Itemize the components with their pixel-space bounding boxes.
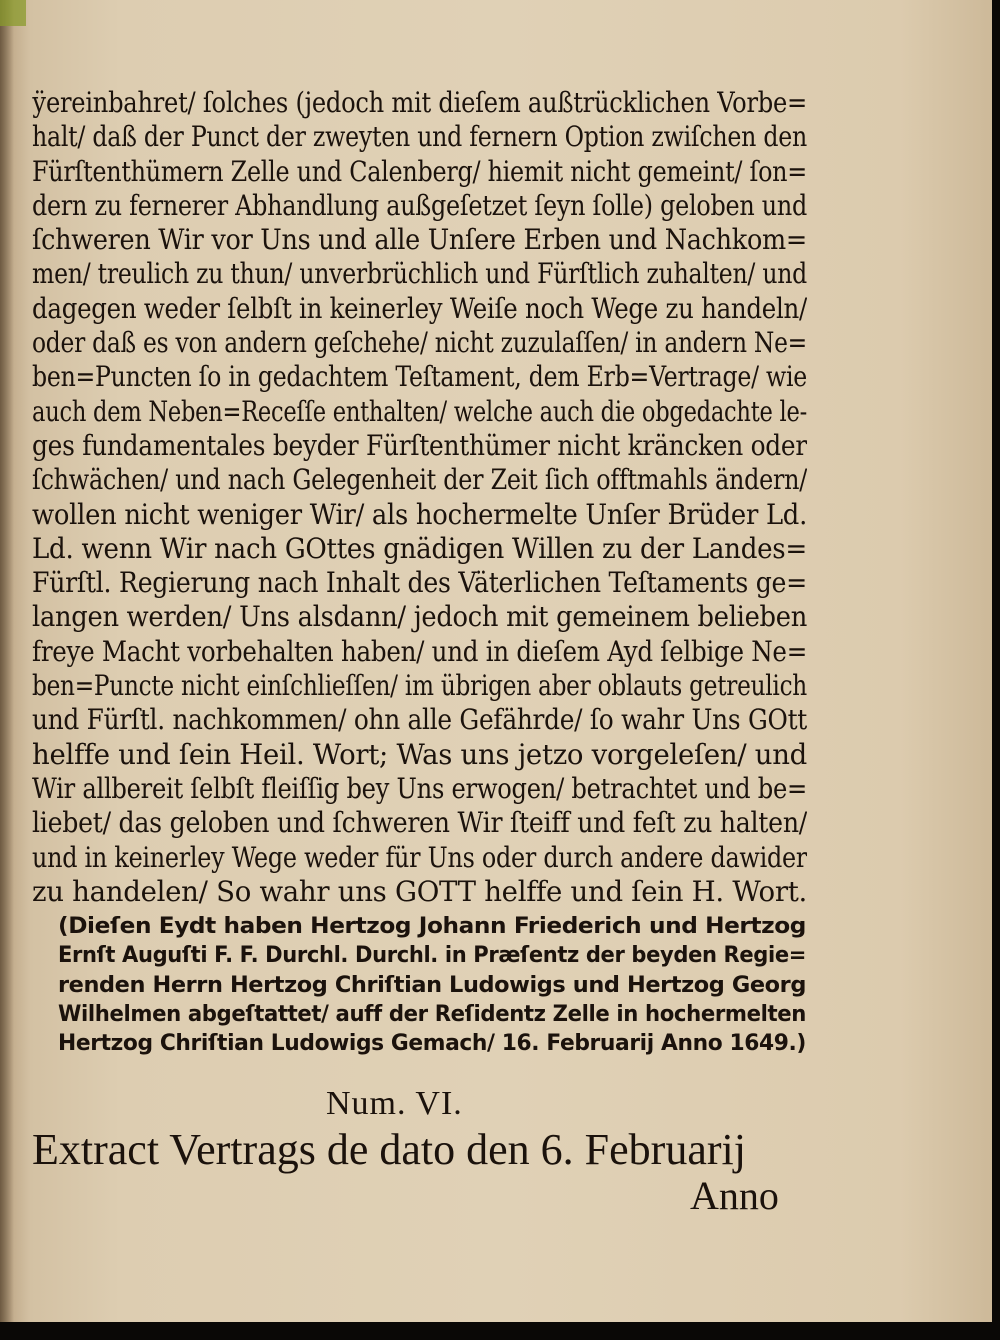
- text-line: und in keinerley Wege weder für Uns oder durch andere dawider: [32, 840, 807, 874]
- text-line: auch dem Neben=Receſſe enthalten/ welche auch die obgedachte le-: [32, 394, 807, 428]
- note-line: (Dieſen Eydt haben Hertzog Johann Friederich und Hertzog: [58, 913, 806, 939]
- section-number-heading: Num. VI.: [326, 1085, 463, 1122]
- text-line: wollen nicht weniger Wir/ als hochermelte Unſer Brüder Ld.: [32, 497, 807, 531]
- note-line: Hertzog Chriſtian Ludowigs Gemach/ 16. Februarij Anno 1649.): [58, 1030, 806, 1057]
- oath-note: [58, 912, 806, 1058]
- text-line: ӱereinbahret/ ſolches (jedoch mit dieſem außtrücklichen Vorbe=: [32, 86, 807, 119]
- section-title: Extract Vertrags de dato den 6. Februarij: [32, 1125, 746, 1174]
- text-line: halt/ daß der Punct der zweyten und fernern Option zwiſchen den: [32, 120, 807, 154]
- text-line: dern zu fernerer Abhandlung außgeſetzet ſeyn ſolle) geloben und: [32, 188, 807, 222]
- text-line: ges fundamentales beyder Fürſtenthümer nicht kräncken oder: [32, 428, 807, 462]
- text-line: dagegen weder ſelbſt in keinerley Weiſe noch Wege zu handeln/: [32, 291, 807, 325]
- text-line: und Fürſtl. nachkommen/ ohn alle Gefährde/ ſo wahr Uns GOtt: [32, 703, 807, 737]
- text-line: liebet/ das geloben und ſchweren Wir ſteiff und feſt zu halten/: [32, 806, 807, 840]
- text-line: zu handelen/ So wahr uns GOTT helffe und ſein H. Wort.: [32, 874, 807, 908]
- text-line: ſchwächen/ und nach Gelegenheit der Zeit ſich offtmahls ändern/: [32, 463, 807, 497]
- text-line: ſchweren Wir vor Uns und alle Unſere Erben und Nachkom=: [32, 223, 807, 257]
- catchword: Anno: [690, 1173, 779, 1218]
- note-line: Ernſt Auguſti F. F. Durchl. Durchl. in Præſentz der beyden Regie=: [58, 942, 806, 969]
- note-line: Wilhelmen abgeſtattet/ auff der Reſidentz Zelle in hochermelten: [58, 1000, 806, 1027]
- text-line: helffe und ſein Heil. Wort; Was uns jetzo vorgeleſen/ und: [32, 737, 807, 771]
- note-line: renden Herrn Hertzog Chriſtian Ludowigs und Hertzog Georg: [58, 971, 806, 998]
- text-line: Wir allbereit ſelbſt fleiſſig bey Uns erwogen/ betrachtet und be=: [32, 771, 807, 805]
- main-text-block: [32, 86, 807, 909]
- text-line: Fürſtenthümern Zelle und Calenberg/ hiemit nicht gemeint/ ſon=: [32, 154, 807, 188]
- text-line: langen werden/ Uns alsdann/ jedoch mit gemeinem belieben: [32, 600, 807, 634]
- color-calibration-mark: [0, 0, 26, 26]
- text-line: Fürſtl. Regierung nach Inhalt des Väterlichen Teſtaments ge=: [32, 566, 807, 600]
- text-line: Ld. wenn Wir nach GOttes gnädigen Willen zu der Landes=: [32, 531, 807, 565]
- text-line: men/ treulich zu thun/ unverbrüchlich und Fürſtlich zuhalten/ und: [32, 257, 807, 291]
- text-line: ben=Puncte nicht einſchlieſſen/ im übrigen aber oblauts getreulich: [32, 669, 807, 703]
- text-line: ben=Puncten ſo in gedachtem Teſtament, dem Erb=Vertrage/ wie: [32, 360, 807, 394]
- text-line: oder daß es von andern geſchehe/ nicht zuzulaſſen/ in andern Ne=: [32, 326, 807, 360]
- text-line: freye Macht vorbehalten haben/ und in dieſem Ayd ſelbige Ne=: [32, 634, 807, 668]
